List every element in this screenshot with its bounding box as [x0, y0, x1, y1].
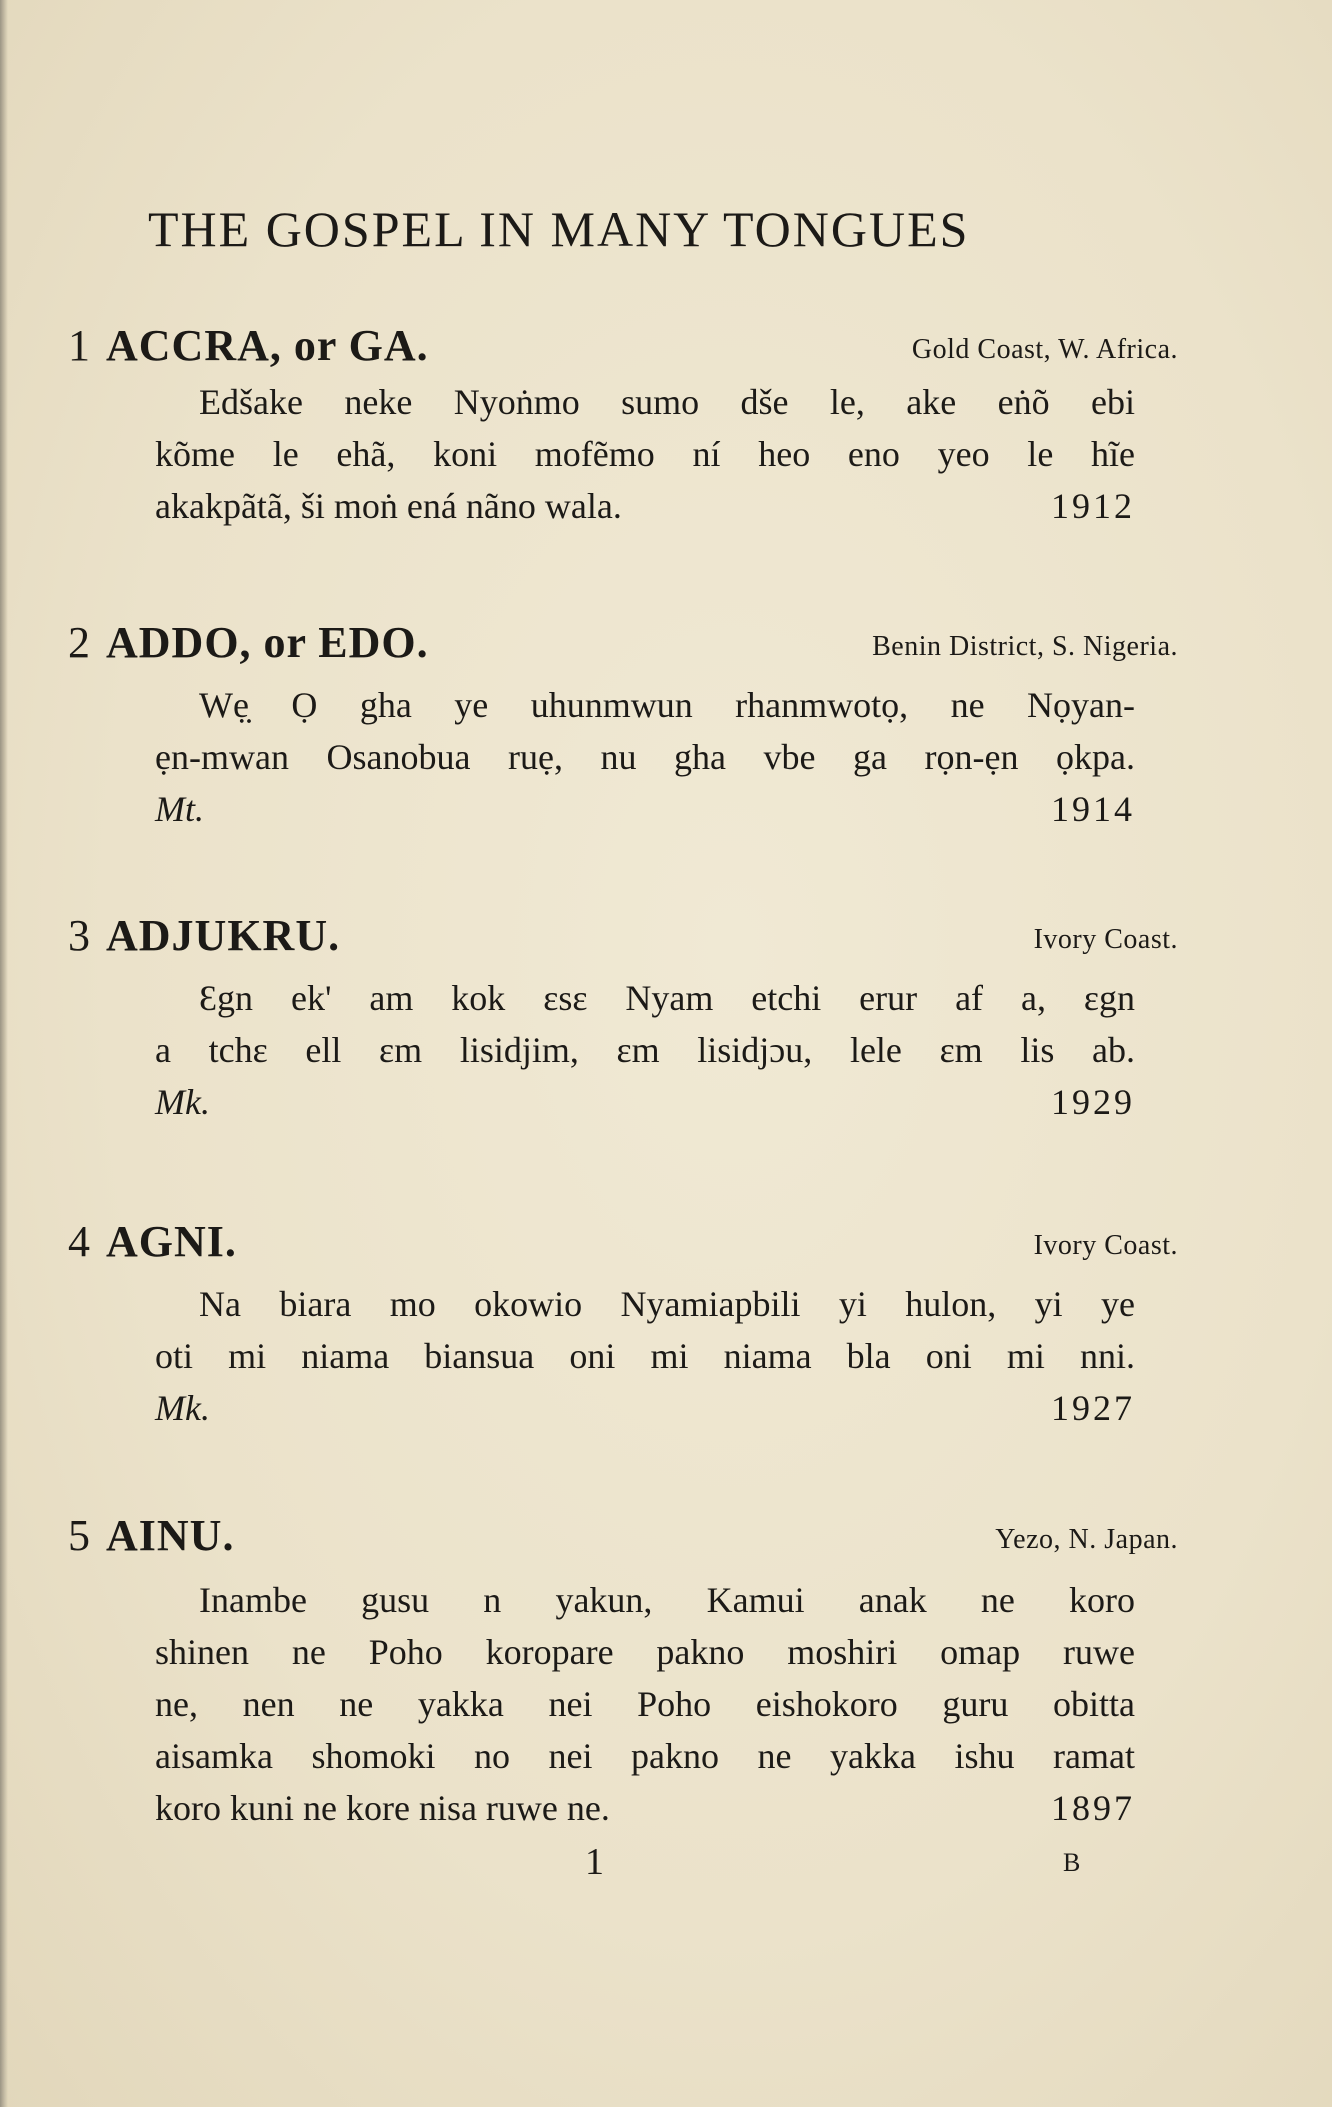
- entry-heading: [68, 1216, 1178, 1276]
- scripture-reference: Mt.: [155, 789, 204, 829]
- entry-title: [68, 1510, 234, 1561]
- page-spine-edge: [0, 0, 8, 2107]
- entry-year: 1914: [1051, 789, 1135, 829]
- entry-heading: [68, 617, 1178, 677]
- entry-title: [68, 617, 429, 668]
- text-line: Ɛgn ek' am kok ɛsɛ Nyam etchi erur af a, ɛgn: [199, 978, 1135, 1018]
- entry-heading: [68, 910, 1178, 970]
- text-line: ẹn-mwan Osanobua ruẹ, nu gha vbe ga rọn-ẹn ọkpa.: [155, 737, 1135, 777]
- entry-region: Benin District, S. Nigeria.: [872, 631, 1178, 662]
- entry-heading: [68, 1510, 1178, 1570]
- entry-number: 2: [68, 618, 90, 667]
- text-line: [155, 783, 1135, 835]
- entry-region: Ivory Coast.: [1033, 924, 1178, 955]
- text-line: [155, 1076, 1135, 1128]
- text-line: [155, 1782, 1135, 1834]
- text-line: shinen ne Poho koropare pakno moshiri omap ruwe: [155, 1632, 1135, 1672]
- text-line: a tchɛ ell ɛm lisidjim, ɛm lisidjɔu, lele ɛm lis ab.: [155, 1030, 1135, 1070]
- entry-text: [155, 376, 1135, 532]
- entry-year: 1929: [1051, 1082, 1135, 1122]
- entry-title: [68, 320, 429, 371]
- text-line: oti mi niama biansua oni mi niama bla oni mi nni.: [155, 1336, 1135, 1376]
- scripture-reference: Mk.: [155, 1082, 210, 1122]
- language-name: AGNI.: [106, 1217, 237, 1266]
- text-line: Na biara mo okowio Nyamiapbili yi hulon, yi ye: [199, 1284, 1135, 1324]
- entry-number: 5: [68, 1511, 90, 1560]
- entry-text: [155, 679, 1135, 835]
- language-name: ADJUKRU.: [106, 911, 341, 960]
- text-line: aisamka shomoki no nei pakno ne yakka ishu ramat: [155, 1736, 1135, 1776]
- text-line: Wẹ̣ Ọ gha ye uhunmwun rhanmwotọ, ne Nọyan-: [199, 685, 1135, 725]
- entry-title: [68, 1216, 237, 1267]
- entry-region: Gold Coast, W. Africa.: [911, 334, 1178, 365]
- text-line: [155, 1382, 1135, 1434]
- entry-number: 4: [68, 1217, 90, 1266]
- page-number: 1: [585, 1841, 604, 1883]
- text-line: [155, 480, 1135, 532]
- entry-number: 1: [68, 321, 90, 370]
- language-name: ACCRA, or GA.: [106, 321, 429, 370]
- entry-number: 3: [68, 911, 90, 960]
- text-line: Edšake neke Nyoṅmo sumo dše le, ake eṅõ ebi: [199, 382, 1135, 422]
- entry-title: [68, 910, 340, 961]
- language-name: AINU.: [106, 1511, 235, 1560]
- language-name: ADDO, or EDO.: [106, 618, 429, 667]
- text-line: ne, nen ne yakka nei Poho eishokoro guru obitta: [155, 1684, 1135, 1724]
- running-head: THE GOSPEL IN MANY TONGUES: [148, 201, 970, 257]
- entry-region: Yezo, N. Japan.: [995, 1524, 1178, 1555]
- scripture-reference: Mk.: [155, 1388, 210, 1428]
- entry-year: 1927: [1051, 1388, 1135, 1428]
- entry-region: Ivory Coast.: [1033, 1230, 1178, 1261]
- entry-text: [155, 972, 1135, 1128]
- text-line-content: akakpãtã, ši moṅ ená nãno wala.: [155, 486, 622, 526]
- entry-year: 1897: [1051, 1788, 1135, 1828]
- entry-heading: [68, 320, 1178, 380]
- signature-mark: B: [1063, 1848, 1081, 1877]
- text-line: kõme le ehã, koni mofẽmo ní heo eno yeo le hĩe: [155, 434, 1135, 474]
- entry-year: 1912: [1051, 486, 1135, 526]
- text-line-content: koro kuni ne kore nisa ruwe ne.: [155, 1788, 610, 1828]
- text-line: Inambe gusu n yakun, Kamui anak ne koro: [199, 1580, 1135, 1620]
- entry-text: [155, 1574, 1135, 1834]
- entry-text: [155, 1278, 1135, 1434]
